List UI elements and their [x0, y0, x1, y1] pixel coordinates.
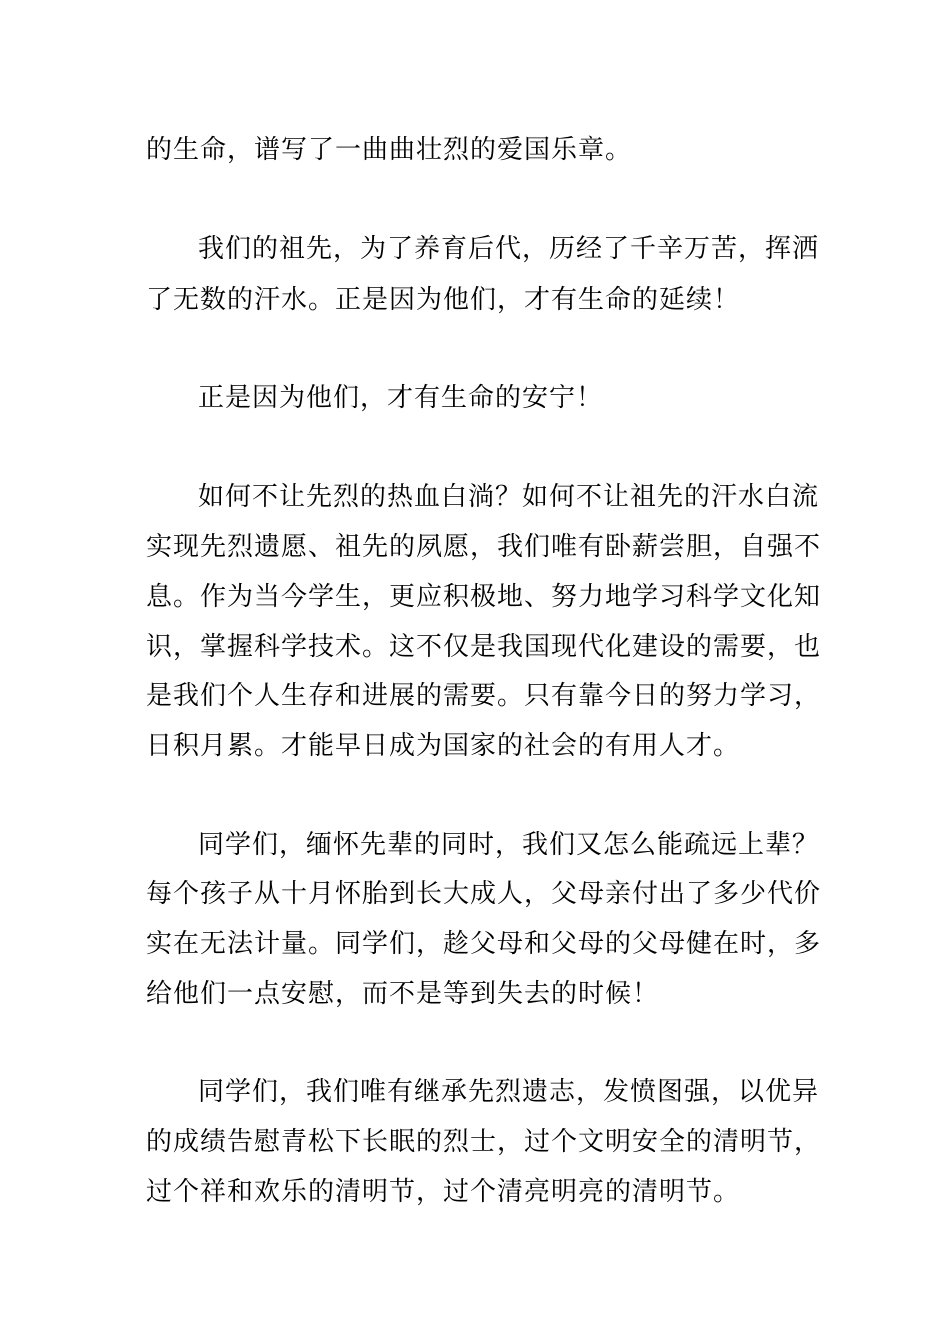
- paragraph-line: 同学们，我们唯有继承先烈遗志，发愤图强，以优异: [198, 1077, 820, 1107]
- paragraph-line: 实在无法计量。同学们，趁父母和父母的父母健在时，多: [146, 929, 822, 959]
- paragraph-line: 正是因为他们，才有生命的安宁！: [198, 383, 604, 413]
- paragraph-line: 的成绩告慰青松下长眠的烈士，过个文明安全的清明节，: [146, 1127, 822, 1157]
- paragraph-line: 我们的祖先，为了养育后代，历经了千辛万苦，挥洒: [198, 234, 820, 264]
- paragraph-line: 是我们个人生存和进展的需要。只有靠今日的努力学习，: [146, 681, 822, 711]
- paragraph-line: 实现先烈遗愿、祖先的夙愿，我们唯有卧薪尝胆，自强不: [146, 532, 822, 562]
- paragraph-line: 的生命，谱写了一曲曲壮烈的爱国乐章。: [146, 135, 633, 165]
- paragraph-line: 息。作为当今学生，更应积极地、努力地学习科学文化知: [146, 582, 822, 612]
- paragraph-line: 每个孩子从十月怀胎到长大成人，父母亲付出了多少代价: [146, 879, 822, 909]
- paragraph-line: 日积月累。才能早日成为国家的社会的有用人才。: [146, 731, 741, 761]
- paragraph-line: 如何不让先烈的热血白淌？如何不让祖先的汗水白流: [198, 482, 820, 512]
- paragraph-line: 过个祥和欢乐的清明节，过个清亮明亮的清明节。: [146, 1177, 741, 1207]
- paragraph-line: 识，掌握科学技术。这不仅是我国现代化建设的需要，也: [146, 632, 822, 662]
- paragraph-line: 给他们一点安慰，而不是等到失去的时候！: [146, 979, 660, 1009]
- paragraph-line: 同学们，缅怀先辈的同时，我们又怎么能疏远上辈？: [198, 830, 820, 860]
- paragraph-line: 了无数的汗水。正是因为他们，才有生命的延续！: [146, 285, 741, 315]
